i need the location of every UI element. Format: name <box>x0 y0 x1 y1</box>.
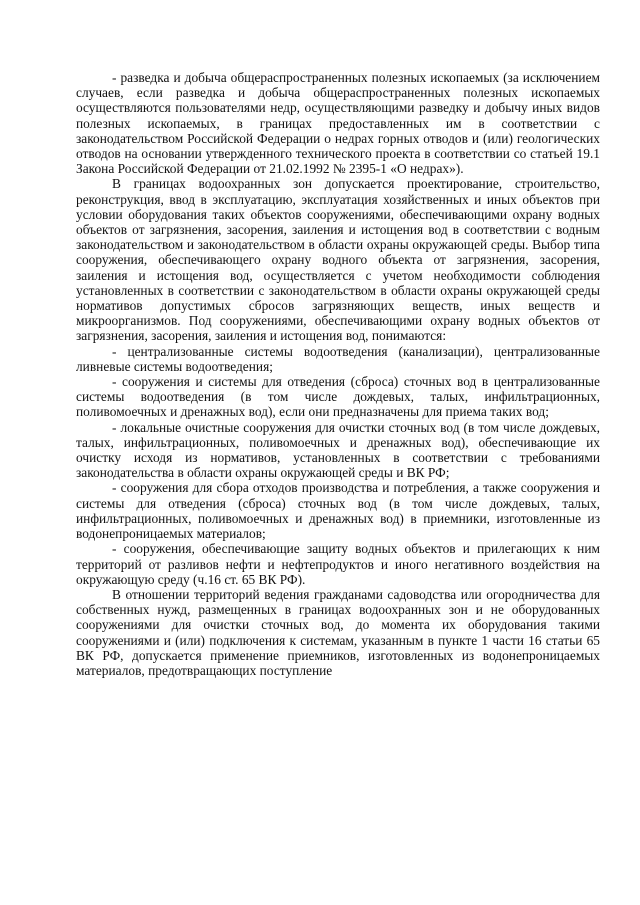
paragraph-water-protection-zones: В границах водоохранных зон допускается проектирование, строительство, реконструкция, ввод в эксплуатацию, эксплуатация хозяйственных и иных объектов при условии оборудования таких объектов сооружениями, обеспечивающими охрану водных объектов от загрязнения, засорения, заиления и истощения вод в соответствии с водным законодательством и законодательством в области охраны окружающей среды. Выбор типа сооружения, обеспечивающего охрану водного объекта от загрязнения, засорения, заиления и истощения вод, осуществляется с учетом необходимости соблюдения установленных в соответствии с законодательством в области охраны окружающей среды нормативов допустимых сбросов загрязняющих веществ, иных веществ и микроорганизмов. Под сооружениями, обеспечивающими охрану водных объектов от загрязнения, засорения, заиления и истощения вод, понимаются: <box>76 176 600 344</box>
list-item-local-treatment: - локальные очистные сооружения для очистки сточных вод (в том числе дождевых, талых, инфильтрационных, поливомоечных и дренажных вод), обеспечивающие их очистку исходя из нормативов, установленных в соответствии с требованиями законодательства в области охраны окружающей среды и ВК РФ; <box>76 419 600 481</box>
document-page <box>76 70 600 678</box>
paragraph-mining-exception: - разведка и добыча общераспространенных полезных ископаемых (за исключением случаев, если разведка и добыча общераспространенных полезных ископаемых осуществляются пользователями недр, осуществляющими разведку и добычу иных видов полезных ископаемых, в границах предоставленных им в соответствии с законодательством Российской Федерации о недрах горных отводов и (или) геологических отводов на основании утвержденного технического проекта в соответствии со статьей 19.1 Закона Российской Федерации от 21.02.1992 № 2395-1 «О недрах»). <box>76 70 600 177</box>
list-item-waste-collection: - сооружения для сбора отходов производства и потребления, а также сооружения и системы для отведения (сброса) сточных вод (в том числе дождевых, талых, инфильтрационных, поливомоечных и дренажных вод) в приемники, изготовленные из водонепроницаемых материалов; <box>76 480 600 542</box>
list-item-discharge-structures: - сооружения и системы для отведения (сброса) сточных вод в централизованные системы водоотведения (в том числе дождевых, талых, инфильтрационных, поливомоечных и дренажных вод), если они предназначены для приема таких вод; <box>76 374 600 420</box>
list-item-oil-spill-protection: - сооружения, обеспечивающие защиту водных объектов и прилегающих к ним территорий от разливов нефти и нефтепродуктов и иного негативного воздействия на окружающую среду (ч.16 ст. 65 ВК РФ). <box>76 541 600 587</box>
list-item-centralized-systems: - централизованные системы водоотведения (канализации), централизованные ливневые системы водоотведения; <box>76 343 600 374</box>
paragraph-gardening-territories: В отношении территорий ведения гражданами садоводства или огородничества для собственных нужд, размещенных в границах водоохранных зон и не оборудованных сооружениями для очистки сточных вод, до момента их оборудования такими сооружениями и (или) подключения к системам, указанным в пункте 1 части 16 статьи 65 ВК РФ, допускается применение приемников, изготовленных из водонепроницаемых материалов, предотвращающих поступление <box>76 586 600 678</box>
